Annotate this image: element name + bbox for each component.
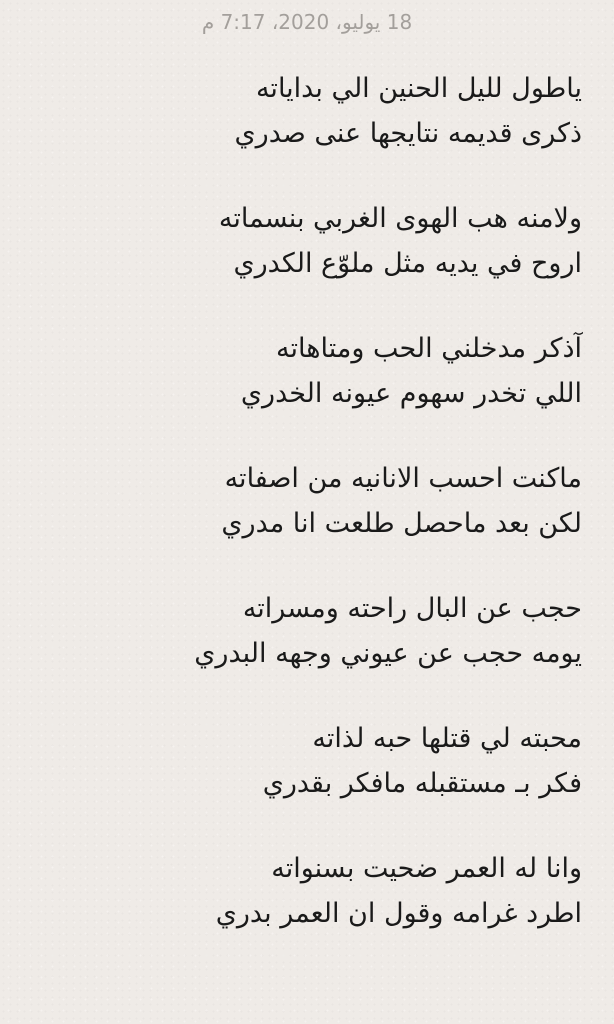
stanza — [22, 456, 582, 546]
note-body[interactable] — [22, 66, 582, 976]
verse-line: لكن بعد ماحصل طلعت انا مدري — [221, 508, 582, 539]
verse-line: محبته لي قتلها حبه لذاته — [312, 723, 582, 754]
verse-line: وانا له العمر ضحيت بسنواته — [271, 853, 582, 884]
verse-line: فكر بـ مستقبله مافكر بقدري — [262, 768, 582, 799]
verse-line: ذكرى قديمه نتايجها عنى صدري — [234, 118, 582, 149]
stanza — [22, 196, 582, 286]
verse-line: ولامنه هب الهوى الغربي بنسماته — [218, 203, 582, 234]
note-timestamp: 18 يوليو، 2020، 7:17 م — [201, 10, 413, 34]
stanza — [22, 326, 582, 416]
verse-line: يومه حجب عن عيوني وجهه البدري — [194, 638, 582, 669]
verse-line: آذكر مدخلني الحب ومتاهاته — [276, 333, 582, 364]
verse-line: اطرد غرامه وقول ان العمر بدري — [215, 898, 582, 929]
verse-line: ياطول لليل الحنين الي بداياته — [255, 73, 582, 104]
verse-line: حجب عن البال راحته ومسراته — [242, 593, 582, 624]
stanza — [22, 66, 582, 156]
stanza — [22, 846, 582, 936]
verse-line: ماكنت احسب الانانيه من اصفاته — [224, 463, 582, 494]
verse-line: اللي تخدر سهوم عيونه الخدري — [240, 378, 582, 409]
stanza — [22, 586, 582, 676]
verse-line: اروح في يديه مثل ملوّع الكدري — [233, 248, 582, 279]
stanza — [22, 716, 582, 806]
